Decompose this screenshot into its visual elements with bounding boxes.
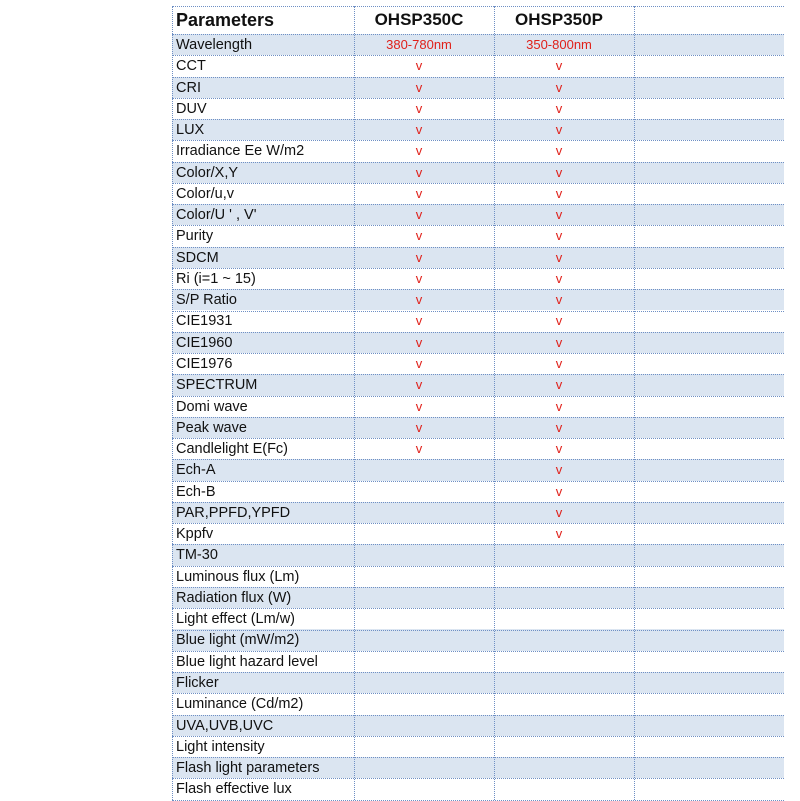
parameter-name: Radiation flux (W) [176,589,292,606]
ohsp350p-support: v [555,270,563,286]
grid-horizontal-line [172,374,784,375]
ohsp350c-support: v [415,79,423,95]
grid-horizontal-line [172,98,784,99]
header-ohsp350p: OHSP350P [515,10,603,29]
table-row [172,566,784,587]
parameter-name: SPECTRUM [176,377,258,394]
table-row [172,459,784,480]
ohsp350p-support: v [555,355,563,371]
grid-horizontal-line [172,757,784,758]
table-row [172,736,784,757]
parameter-name: Light effect (Lm/w) [176,611,296,628]
parameter-name: Wavelength [176,37,253,53]
table-row [172,608,784,629]
header-ohsp350c: OHSP350C [374,10,464,29]
ohsp350p-support: 350-800nm [526,37,592,52]
ohsp350c-support: v [415,334,423,350]
ohsp350p-support: v [555,122,563,138]
ohsp350c-support: v [415,228,423,244]
ohsp350c-support [364,481,474,502]
grid-horizontal-line [172,438,784,439]
parameter-name: Blue light (mW/m2) [176,632,300,649]
table-row [172,247,784,268]
table-row [172,715,784,736]
table-row [172,651,784,672]
ohsp350c-support: v [415,292,423,308]
parameter-name: Purity [176,228,214,245]
ohsp350c-support [364,736,474,757]
parameter-name: Peak wave [176,419,247,436]
ohsp350c-support: v [415,313,423,329]
grid-horizontal-line [172,566,784,567]
grid-horizontal-line [172,225,784,226]
grid-horizontal-line [172,289,784,290]
ohsp350c-support: v [415,398,423,414]
ohsp350p-support: v [555,207,563,223]
grid-vertical-line [354,6,355,800]
grid-horizontal-line [172,459,784,460]
table-row [172,778,784,799]
grid-horizontal-line [172,268,784,269]
ohsp350c-support [364,672,474,693]
grid-horizontal-line [172,481,784,482]
grid-horizontal-line [172,587,784,588]
ohsp350p-support: v [555,313,563,329]
table-row [172,672,784,693]
ohsp350c-support [364,587,474,608]
table-row [172,502,784,523]
grid-horizontal-line [172,651,784,652]
table-row [172,225,784,246]
parameter-name: DUV [176,100,207,117]
ohsp350p-support: v [555,377,563,393]
parameter-name: CIE1976 [176,355,233,372]
parameter-name: SDCM [176,249,219,266]
ohsp350c-support [364,715,474,736]
ohsp350p-support [504,587,614,608]
ohsp350p-support: v [555,292,563,308]
ohsp350p-support [504,757,614,778]
ohsp350p-support: v [555,462,563,478]
ohsp350p-support: v [555,504,563,520]
grid-horizontal-line [172,544,784,545]
table-row [172,629,784,650]
table-header [172,6,784,34]
parameter-name: Flash effective lux [176,781,292,798]
grid-horizontal-line [172,183,784,184]
ohsp350p-support: v [555,334,563,350]
grid-horizontal-line [172,204,784,205]
parameter-name: Light intensity [176,738,265,755]
parameter-name: Luminance (Cd/m2) [176,696,304,713]
header-parameters: Parameters [176,10,275,30]
ohsp350c-support [364,693,474,714]
table-row [172,204,784,225]
table-row [172,587,784,608]
parameter-name: Ri (i=1 ~ 15) [176,270,256,287]
grid-horizontal-line [172,396,784,397]
grid-horizontal-line [172,778,784,779]
parameter-name: CIE1960 [176,334,233,351]
table-row [172,332,784,353]
parameter-name: UVA,UVB,UVC [176,717,274,734]
ohsp350c-support: v [415,419,423,435]
ohsp350p-support [504,566,614,587]
table-row [172,289,784,310]
grid-horizontal-line [172,630,784,631]
ohsp350p-support [504,778,614,799]
grid-vertical-line [634,6,635,800]
table-row [172,417,784,438]
ohsp350c-support [364,778,474,799]
parameter-name: Ech-A [176,462,216,479]
grid-horizontal-line [172,332,784,333]
ohsp350p-support: v [555,143,563,159]
ohsp350c-support [364,459,474,480]
ohsp350c-support [364,544,474,565]
table-row [172,757,784,778]
table-row [172,481,784,502]
parameter-name: Domi wave [176,398,248,415]
table-row [172,34,784,55]
table-row [172,310,784,331]
grid-horizontal-line [172,6,784,7]
parameter-name: TM-30 [176,547,218,564]
grid-vertical-line [172,6,173,800]
ohsp350p-support: v [555,185,563,201]
ohsp350c-support [364,566,474,587]
ohsp350p-support [504,736,614,757]
parameter-name: Irradiance Ee W/m2 [176,143,305,160]
ohsp350c-support [364,757,474,778]
grid-horizontal-line [172,715,784,716]
ohsp350c-support: v [415,207,423,223]
table-row [172,396,784,417]
ohsp350p-support [504,651,614,672]
parameter-name: Ech-B [176,483,216,500]
parameter-name: LUX [176,122,205,139]
grid-horizontal-line [172,119,784,120]
ohsp350p-support: v [555,419,563,435]
parameter-name: Kppfv [176,526,214,543]
ohsp350p-support: v [555,526,563,542]
parameter-name: S/P Ratio [176,292,237,309]
table-row [172,268,784,289]
grid-horizontal-line [172,502,784,503]
parameter-name: CRI [176,79,201,96]
parameter-comparison-table [172,6,784,800]
grid-horizontal-line [172,672,784,673]
ohsp350c-support [364,629,474,650]
ohsp350p-support [504,672,614,693]
table-row [172,353,784,374]
ohsp350p-support: v [555,100,563,116]
parameter-name: CCT [176,58,206,75]
parameter-name: Luminous flux (Lm) [176,568,300,585]
ohsp350p-support: v [555,441,563,457]
ohsp350p-support [504,608,614,629]
ohsp350p-support: v [555,164,563,180]
grid-horizontal-line [172,523,784,524]
ohsp350p-support: v [555,79,563,95]
grid-horizontal-line [172,247,784,248]
grid-horizontal-line [172,693,784,694]
table-row [172,55,784,76]
parameter-name: Color/u,v [176,185,235,202]
ohsp350p-support [504,544,614,565]
table-row [172,523,784,544]
table-row [172,98,784,119]
ohsp350c-support: v [415,270,423,286]
table-row [172,438,784,459]
table-row [172,693,784,714]
parameter-name: CIE1931 [176,313,233,330]
ohsp350p-support: v [555,58,563,74]
ohsp350p-support [504,629,614,650]
ohsp350c-support: v [415,122,423,138]
grid-horizontal-line [172,311,784,312]
grid-vertical-line [494,6,495,800]
parameter-name: Flash light parameters [176,760,320,777]
table-row [172,119,784,140]
ohsp350c-support [364,608,474,629]
ohsp350p-support: v [555,228,563,244]
ohsp350c-support: v [415,441,423,457]
ohsp350p-support [504,693,614,714]
ohsp350c-support: v [415,377,423,393]
ohsp350c-support: v [415,355,423,371]
parameter-name: Color/U ' , V' [176,207,257,224]
ohsp350c-support: v [415,143,423,159]
grid-horizontal-line [172,77,784,78]
ohsp350c-support [364,502,474,523]
ohsp350c-support [364,523,474,544]
ohsp350c-support: v [415,185,423,201]
table-row [172,77,784,98]
ohsp350c-support: v [415,58,423,74]
table-row [172,544,784,565]
parameter-name: Color/X,Y [176,164,239,181]
ohsp350p-support: v [555,483,563,499]
ohsp350c-support: v [415,100,423,116]
ohsp350c-support: 380-780nm [386,37,452,52]
grid-horizontal-line [172,608,784,609]
grid-horizontal-line [172,162,784,163]
parameter-name: Candlelight E(Fc) [176,441,289,458]
ohsp350c-support: v [415,164,423,180]
ohsp350p-support [504,715,614,736]
grid-horizontal-line [172,417,784,418]
table-row [172,183,784,204]
ohsp350p-support: v [555,249,563,265]
ohsp350c-support: v [415,249,423,265]
grid-horizontal-line [172,736,784,737]
grid-horizontal-line [172,353,784,354]
ohsp350p-support: v [555,398,563,414]
table-row [172,374,784,395]
parameter-name: Blue light hazard level [176,653,318,670]
table-row [172,162,784,183]
ohsp350c-support [364,651,474,672]
grid-horizontal-line [172,140,784,141]
grid-horizontal-line [172,55,784,56]
parameter-name: PAR,PPFD,YPFD [176,504,291,521]
grid-horizontal-line [172,34,784,35]
parameter-name: Flicker [176,674,219,691]
table-row [172,140,784,161]
